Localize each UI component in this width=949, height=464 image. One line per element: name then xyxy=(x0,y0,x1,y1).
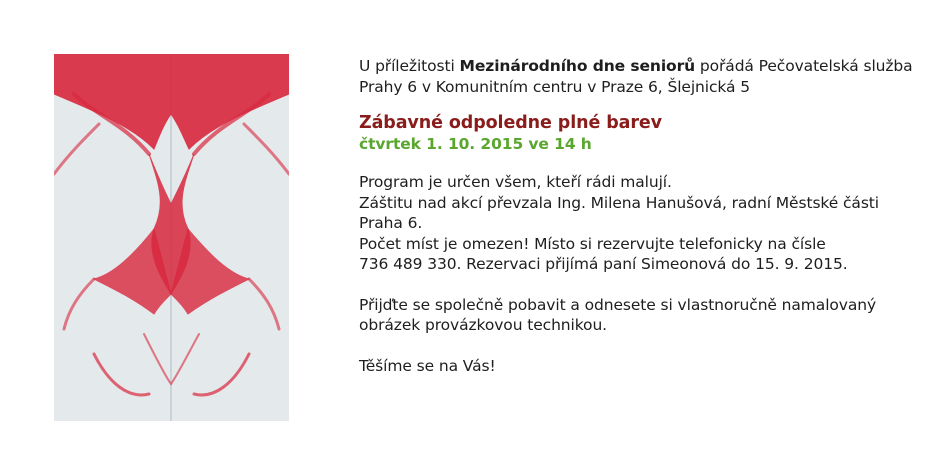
intro-paragraph xyxy=(359,56,934,97)
intro-prefix: U příležitosti xyxy=(359,57,460,75)
invite-paragraph xyxy=(359,295,934,336)
invite-line: Přijďte se společně pobavit a odnesete si vlastnoručně namalovaný xyxy=(359,295,877,314)
invitation-text xyxy=(359,56,934,376)
string-painting-image xyxy=(54,54,289,421)
program-line: Počet míst je omezen! Místo si rezervujte telefonicky na čísle xyxy=(359,234,826,253)
program-line: 736 489 330. Rezervaci přijímá paní Simeonová do 15. 9. 2015. xyxy=(359,255,848,273)
intro-line-2: Prahy 6 v Komunitním centru v Praze 6, Šlejnická 5 xyxy=(359,77,750,96)
invite-line: obrázek provázkovou technikou. xyxy=(359,316,607,334)
closing-line: Těšíme se na Vás! xyxy=(359,356,496,375)
program-line: Program je určen všem, kteří rádi malují. xyxy=(359,173,672,191)
intro-highlight: Mezinárodního dne seniorů xyxy=(459,57,696,75)
program-paragraph xyxy=(359,172,934,275)
intro-suffix: pořádá Pečovatelská služba xyxy=(695,57,913,75)
event-title: Zábavné odpoledne plné barev xyxy=(359,113,662,133)
program-line: Praha 6. xyxy=(359,214,423,232)
event-date: čtvrtek 1. 10. 2015 ve 14 h xyxy=(359,135,592,153)
program-line: Záštitu nad akcí převzala Ing. Milena Hanušová, radní Městské části xyxy=(359,193,879,212)
